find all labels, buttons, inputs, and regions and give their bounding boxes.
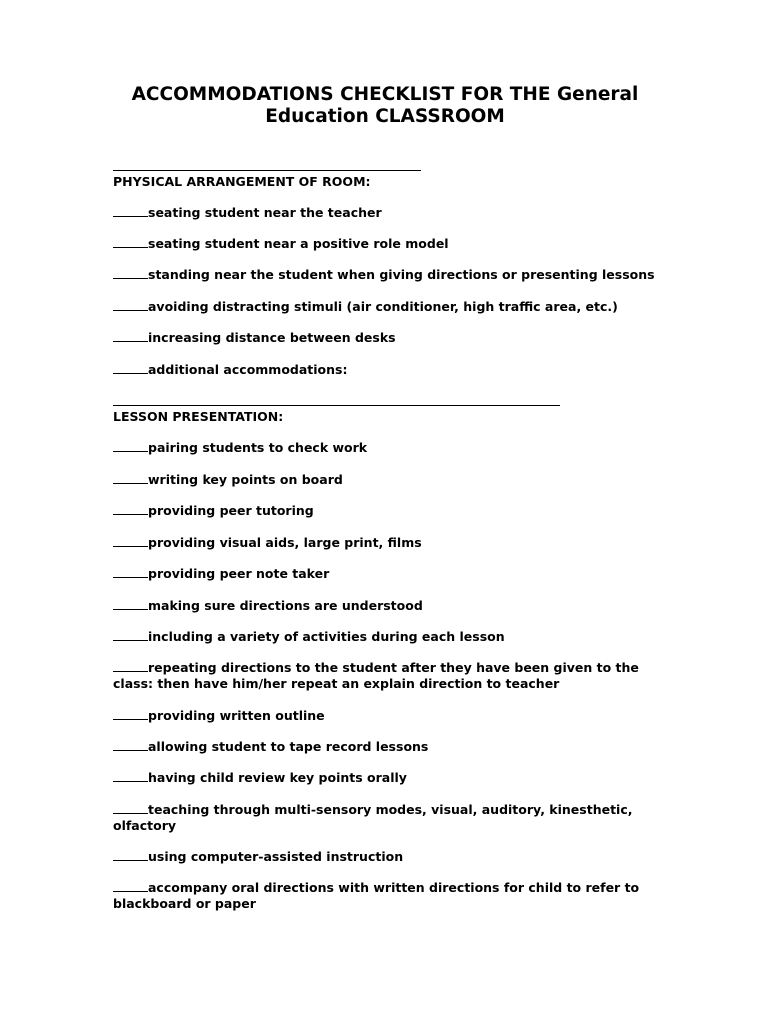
- check-blank[interactable]: [113, 267, 148, 279]
- checklist-item-text: teaching through multi-sensory modes, visual, auditory, kinesthetic, olfactory: [113, 802, 633, 833]
- checklist-item-text: making sure directions are understood: [148, 598, 423, 613]
- checklist-item: [113, 299, 658, 315]
- section-divider: [113, 170, 421, 171]
- check-blank[interactable]: [113, 849, 148, 861]
- check-blank[interactable]: [113, 535, 148, 547]
- checklist-item: [113, 566, 658, 582]
- checklist-item-text: having child review key points orally: [148, 770, 407, 785]
- check-blank[interactable]: [113, 629, 148, 641]
- check-blank[interactable]: [113, 880, 148, 892]
- check-blank[interactable]: [113, 708, 148, 720]
- checklist-item: [113, 205, 658, 221]
- checklist-item-text: including a variety of activities during each lesson: [148, 629, 505, 644]
- check-blank[interactable]: [113, 472, 148, 484]
- check-blank[interactable]: [113, 660, 148, 672]
- checklist-item: [113, 849, 658, 865]
- checklist-item-text: accompany oral directions with written directions for child to refer to blackboard or paper: [113, 880, 640, 911]
- checklist-item: [113, 267, 658, 283]
- check-blank[interactable]: [113, 598, 148, 610]
- checklist-item: [113, 770, 658, 786]
- check-blank[interactable]: [113, 440, 148, 452]
- checklist-item: [113, 739, 658, 755]
- checklist-item: [113, 598, 658, 614]
- checklist-item: [113, 629, 658, 645]
- checklist-item-text: using computer-assisted instruction: [148, 849, 404, 864]
- checklist-item-text: providing written outline: [148, 708, 325, 723]
- check-blank[interactable]: [113, 236, 148, 248]
- checklist-item-text: additional accommodations:: [148, 362, 348, 377]
- checklist-item: [113, 472, 658, 488]
- checklist-item-text: repeating directions to the student after they have been given to the class: then have him/her repeat an explain direction to teacher: [113, 660, 639, 691]
- checklist-item-text: providing visual aids, large print, films: [148, 535, 422, 550]
- checklist-item: [113, 660, 643, 692]
- checklist-item: [113, 880, 643, 912]
- checklist-item-text: pairing students to check work: [148, 440, 368, 455]
- checklist-item: [113, 708, 658, 724]
- check-blank[interactable]: [113, 802, 148, 814]
- check-blank[interactable]: [113, 205, 148, 217]
- page-title-line-1: ACCOMMODATIONS CHECKLIST FOR THE General: [131, 84, 639, 105]
- checklist-item: [113, 802, 643, 834]
- check-blank[interactable]: [113, 503, 148, 515]
- checklist-item: [113, 440, 658, 456]
- checklist-item-text: increasing distance between desks: [148, 330, 396, 345]
- checklist-item: [113, 236, 658, 252]
- check-blank[interactable]: [113, 362, 148, 374]
- checklist-item: [113, 362, 658, 378]
- checklist-item-text: providing peer note taker: [148, 566, 330, 581]
- check-blank[interactable]: [113, 330, 148, 342]
- checklist-item-text: seating student near the teacher: [148, 205, 382, 220]
- section-heading-physical-arrangement: PHYSICAL ARRANGEMENT OF ROOM:: [113, 174, 371, 189]
- page-title-line-2: Education CLASSROOM: [265, 106, 505, 127]
- check-blank[interactable]: [113, 770, 148, 782]
- checklist-item-text: providing peer tutoring: [148, 503, 314, 518]
- checklist-item-text: allowing student to tape record lessons: [148, 739, 429, 754]
- check-blank[interactable]: [113, 566, 148, 578]
- check-blank[interactable]: [113, 739, 148, 751]
- section-heading-lesson-presentation: LESSON PRESENTATION:: [113, 409, 284, 424]
- checklist-item-text: seating student near a positive role model: [148, 236, 449, 251]
- page-title: [0, 84, 770, 128]
- checklist-item: [113, 535, 658, 551]
- section-divider[interactable]: [113, 405, 560, 406]
- checklist-item-text: standing near the student when giving directions or presenting lessons: [148, 267, 655, 282]
- checklist-item-text: avoiding distracting stimuli (air conditioner, high traffic area, etc.): [148, 299, 618, 314]
- check-blank[interactable]: [113, 299, 148, 311]
- checklist-item-text: writing key points on board: [148, 472, 343, 487]
- checklist-item: [113, 330, 658, 346]
- checklist-item: [113, 503, 658, 519]
